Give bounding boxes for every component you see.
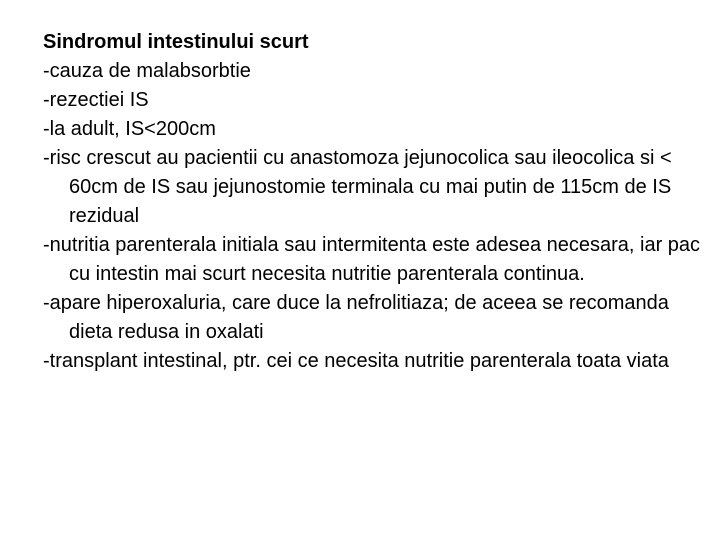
slide-content bbox=[43, 28, 703, 376]
list-item-cause: -cauza de malabsorbtie bbox=[43, 60, 251, 82]
list-item-hyperoxaluria: -apare hiperoxaluria, care duce la nefrolitiaza; de aceea se recomanda dieta redusa in oxalati bbox=[43, 292, 669, 343]
list-item-resection: -rezectiei IS bbox=[43, 89, 149, 111]
list-item-adult: -la adult, IS<200cm bbox=[43, 118, 216, 140]
list-item-transplant: -transplant intestinal, ptr. cei ce necesita nutritie parenterala toata viata bbox=[43, 350, 669, 372]
slide-title: Sindromul intestinului scurt bbox=[43, 31, 309, 53]
list-item-parenteral-nutrition: -nutritia parenterala initiala sau intermitenta este adesea necesara, iar pac cu intestin mai scurt necesita nutritie parenterala continua. bbox=[43, 234, 701, 285]
list-item-risk: -risc crescut au pacientii cu anastomoza jejunocolica sau ileocolica si < 60cm de IS sau jejunostomie terminala cu mai putin de 115cm de IS rezidual bbox=[43, 147, 672, 227]
